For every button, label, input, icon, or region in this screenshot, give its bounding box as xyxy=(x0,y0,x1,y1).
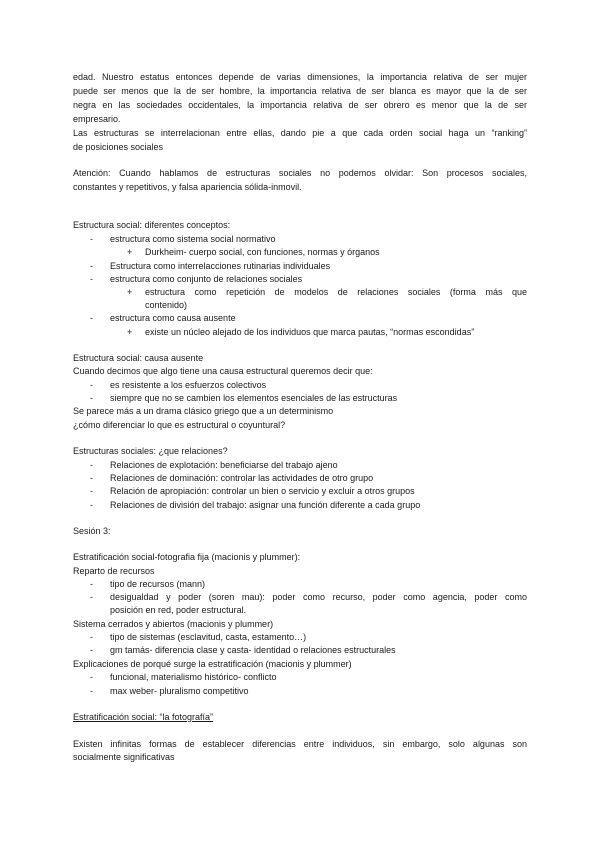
list-item: gm tamás- diferencia clase y casta- identidad o relaciones estructurales xyxy=(110,645,396,655)
dash-bullet: - xyxy=(90,460,93,470)
plus-bullet: + xyxy=(127,247,133,257)
subsection-heading: Explicaciones de porqué surge la estratificación (macionis y plummer) xyxy=(73,659,352,669)
section-heading: Estructura social: causa ausente xyxy=(73,353,204,363)
subsection-heading: Reparto de recursos xyxy=(73,566,155,576)
dash-bullet: - xyxy=(90,672,93,682)
list-item: tipo de sistemas (esclavitud, casta, estamento…) xyxy=(110,632,307,642)
plus-bullet: + xyxy=(127,327,133,337)
list-item: funcional, materialismo histórico- conflicto xyxy=(110,672,277,682)
section-heading: Estructuras sociales: ¿que relaciones? xyxy=(73,446,228,456)
sub-list-item: estructura como repetición de modelos de relaciones sociales (forma más que xyxy=(145,287,527,297)
dash-bullet: - xyxy=(90,313,93,323)
section-heading-underlined: Estratificación social: “la fotografía” xyxy=(73,712,214,722)
dash-bullet: - xyxy=(90,500,93,510)
list-item: tipo de recursos (mann) xyxy=(110,579,206,589)
list-item: estructura como causa ausente xyxy=(110,313,236,323)
dash-bullet: - xyxy=(90,592,93,602)
dash-bullet: - xyxy=(90,380,93,390)
paragraph-line: Las estructuras se interrelacionan entre ellas, dando pie a que cada orden social haga un “ranking” xyxy=(73,128,527,138)
section-heading: Estructura social: diferentes conceptos: xyxy=(73,220,231,230)
list-item: Relaciones de dominación: controlar las actividades de otro grupo xyxy=(110,473,374,483)
paragraph-line: empresario. xyxy=(73,114,121,124)
list-item: desigualdad y poder (soren mau): poder como recurso, poder como agencia, poder como xyxy=(110,592,527,602)
list-item: posición en red, poder estructural. xyxy=(110,605,247,615)
dash-bullet: - xyxy=(90,393,93,403)
paragraph-line: Cuando decimos que algo tiene una causa estructural queremos decir que: xyxy=(73,366,373,376)
dash-bullet: - xyxy=(90,274,93,284)
paragraph-line: puede ser menos que la de ser hombre, la importancia relativa de ser blanca es mayor que la de ser xyxy=(73,86,527,96)
list-item: Estructura como interrelacciones rutinarias individuales xyxy=(110,261,331,271)
sub-list-item: Durkheim- cuerpo social, con funciones, normas y órganos xyxy=(145,247,380,257)
session-label: Sesión 3: xyxy=(73,526,111,536)
dash-bullet: - xyxy=(90,579,93,589)
paragraph-line: Se parece más a un drama clásico griego que a un determinismo xyxy=(73,406,334,416)
list-item: Relaciones de división del trabajo: asignar una función diferente a cada grupo xyxy=(110,500,421,510)
sub-list-item: contenido) xyxy=(145,300,188,310)
attention-note: Atención: Cuando hablamos de estructuras sociales no podemos olvidar: Son procesos sociales, xyxy=(73,168,527,178)
list-item: estructura como conjunto de relaciones sociales xyxy=(110,274,303,284)
dash-bullet: - xyxy=(90,632,93,642)
section-heading: Estratificación social-fotografia fija (macionis y plummer): xyxy=(73,552,301,562)
list-item: max weber- pluralismo competitivo xyxy=(110,686,249,696)
paragraph-line: socialmente significativas xyxy=(73,752,175,762)
list-item: estructura como sistema social normativo xyxy=(110,234,276,244)
dash-bullet: - xyxy=(90,645,93,655)
paragraph-line: edad. Nuestro estatus entonces depende de varias dimensiones, la importancia relativa de ser mujer xyxy=(73,72,527,82)
subsection-heading: Sistema cerrados y abiertos (macionis y plummer) xyxy=(73,619,274,629)
attention-note: constantes y repetitivos, y falsa apariencia sólida-inmovil. xyxy=(73,182,302,192)
sub-list-item: existe un núcleo alejado de los individuos que marca pautas, “normas escondidas” xyxy=(145,327,475,337)
plus-bullet: + xyxy=(127,287,133,297)
paragraph-line: de posiciones sociales xyxy=(73,142,164,152)
paragraph-line: ¿cómo diferenciar lo que es estructural o coyuntural? xyxy=(73,420,286,430)
list-item: es resistente a los esfuerzos colectivos xyxy=(110,380,267,390)
dash-bullet: - xyxy=(90,486,93,496)
paragraph-line: negra en las sociedades occidentales, la importancia relativa de ser obrero es menor que la de ser xyxy=(73,100,527,110)
dash-bullet: - xyxy=(90,261,93,271)
list-item: Relaciones de explotación: beneficiarse del trabajo ajeno xyxy=(110,460,338,470)
list-item: Relación de apropiación: controlar un bien o servicio y excluir a otros grupos xyxy=(110,486,415,496)
paragraph-line: Existen infinitas formas de establecer diferencias entre individuos, sin embargo, solo algunas son xyxy=(73,739,527,749)
dash-bullet: - xyxy=(90,473,93,483)
dash-bullet: - xyxy=(90,686,93,696)
list-item: siempre que no se cambien los elementos esenciales de las estructuras xyxy=(110,393,398,403)
dash-bullet: - xyxy=(90,234,93,244)
